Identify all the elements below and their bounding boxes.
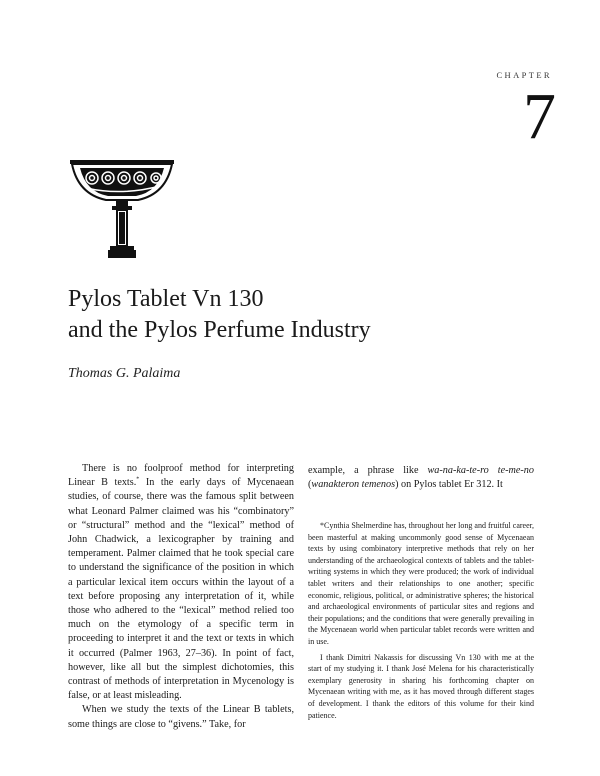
- chapter-label: CHAPTER: [496, 70, 552, 80]
- chapter-number: 7: [523, 80, 556, 153]
- paragraph-text: example, a phrase like: [308, 465, 428, 476]
- paragraph-text: There is no foolproof method for interpreting Linear B texts.: [68, 463, 294, 489]
- body-column-right: [308, 464, 534, 492]
- paragraph-text: In the early days of Mycenaean studies, of course, there was the famous split between what Leonard Palmer claimed was his “combinatory” or “structural” method and the “lexical” method of John Chadwick, a lexicographer by training and temperament. Palmer claimed that he took special care to understand the significance of the position in which a particular lexical item occurs within the layout of a text before proposing any interpretation of it, while those who adhered to the “lexical” method relied too much on the etymology of a specific term in proceeding to interpret it and the text or texts in which it occurred (Palmer 1963, 27–36). In point of fact, however, like all but the simplest dichotomies, this contrast of methods of interpretation in Mycenology is false, or at least misleading.: [68, 477, 294, 702]
- title-line-1: Pylos Tablet Vn 130: [68, 286, 264, 312]
- body-paragraph-2: When we study the texts of the Linear B tablets, some things are close to “givens.” Take, for: [68, 704, 294, 730]
- greek-term: wanakteron temenos: [311, 479, 396, 491]
- paragraph-text: (: [308, 479, 312, 491]
- author-name: Thomas G. Palaima: [68, 366, 181, 381]
- footnote-2: I thank Dimitri Nakassis for discussing Vn 130 with me at the start of my studying it. I thank José Melena for his characteristically exemplary generosity in sharing his forthcoming chapter on Mycenaean writing with me, as it has moved through different stages of development. I thank the editors of this volume for their kind patience.: [308, 652, 534, 720]
- footnotes: [308, 520, 534, 721]
- chapter-title: [68, 284, 548, 346]
- footnote-marker: *: [136, 476, 140, 483]
- body-paragraph-3: [308, 464, 534, 492]
- body-column-left: [68, 462, 294, 732]
- footnote-1: *Cynthia Shelmerdine has, throughout her long and fruitful career, been masterful at making uncommonly good sense of Mycenaean texts by using combinatory interpretive methods that rely on her understanding of the archaeological contexts of tablets and the tablet-writing systems in which they were produced; the work of individual tablet writers and their relationships to one another; specific economic, religious, political, or administrative spheres; the historical and archaeological environments of particular sites and regions and their populations; and the conditions that were generally prevailing in the Mycenaean world when particular tablet records were written and in use.: [308, 521, 534, 646]
- linear-b-term: wa-na-ka-te-ro te-me-no: [427, 465, 534, 476]
- title-line-2: and the Pylos Perfume Industry: [68, 317, 371, 343]
- paragraph-text: ) on Pylos tablet Er 312. It: [395, 479, 503, 491]
- body-paragraph-1: [68, 462, 294, 703]
- kylix-vessel-icon: [68, 150, 176, 262]
